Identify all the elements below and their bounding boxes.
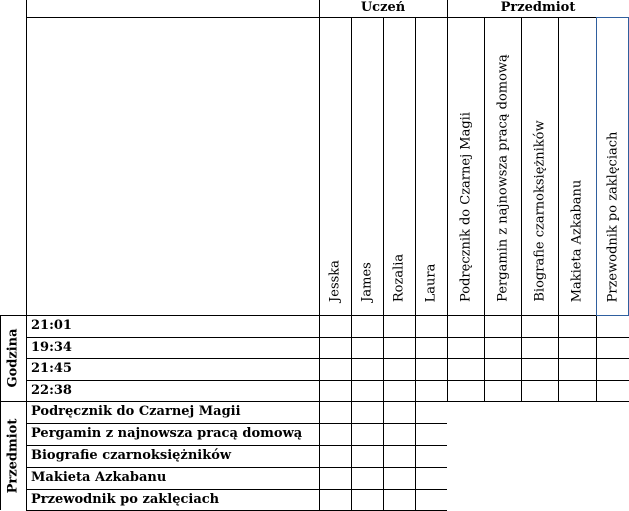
grid-cell[interactable] [384, 402, 415, 423]
grid-cell[interactable] [485, 359, 521, 380]
grid-cell[interactable] [384, 424, 415, 445]
header-underline [26, 17, 629, 18]
grid-cell[interactable] [320, 359, 351, 380]
grid-cell[interactable] [416, 316, 447, 337]
col-header-student: Jesska [327, 260, 343, 302]
grid-cell[interactable] [352, 381, 383, 401]
row-label-subject: Makieta Azkabanu [31, 470, 167, 485]
grid-cell[interactable] [485, 381, 521, 401]
grid-cell[interactable] [559, 381, 596, 401]
grid-cell[interactable] [384, 381, 415, 401]
grid-cell[interactable] [352, 446, 383, 467]
row-label-subject: Pergamin z najnowsza pracą domową [31, 426, 303, 441]
grid-cell[interactable] [597, 338, 629, 358]
grid-cell[interactable] [597, 316, 629, 337]
grid-cell[interactable] [384, 468, 415, 489]
grid-cell[interactable] [559, 359, 596, 380]
grid-cell[interactable] [352, 468, 383, 489]
grid-cell[interactable] [384, 316, 415, 337]
grid-cell[interactable] [352, 338, 383, 358]
col-header-student: Laura [423, 263, 439, 302]
grid-cell[interactable] [416, 490, 447, 510]
grid-cell[interactable] [384, 338, 415, 358]
row-label-hour: 19:34 [31, 340, 72, 355]
grid-cell[interactable] [522, 316, 558, 337]
row-label-hour: 21:45 [31, 361, 72, 376]
grid-cell[interactable] [522, 381, 558, 401]
outer-left-border [0, 315, 1, 510]
grid-cell[interactable] [320, 490, 351, 510]
side-header-subjects: Przedmiot [5, 418, 21, 494]
col-header-subject: Biografie czarnoksiężników [532, 120, 547, 302]
grid-cell[interactable] [416, 381, 447, 401]
grid-cell[interactable] [320, 446, 351, 467]
grid-cell[interactable] [448, 359, 484, 380]
grid-cell[interactable] [448, 338, 484, 358]
col-header-subject: Przewodnik po zaklęciach [605, 131, 620, 302]
grid-cell[interactable] [416, 402, 447, 423]
header-col-line [319, 0, 320, 17]
grid-cell[interactable] [352, 424, 383, 445]
grid-cell[interactable] [448, 316, 484, 337]
grid-cell[interactable] [485, 338, 521, 358]
grid-cell[interactable] [320, 402, 351, 423]
grid-cell[interactable] [597, 381, 629, 401]
grid-cell[interactable] [522, 338, 558, 358]
header-col-line [447, 0, 448, 17]
header-students: Uczeń [360, 0, 406, 15]
row-label-subject: Biografie czarnoksiężników [31, 448, 232, 463]
left-label-border [26, 0, 27, 510]
grid-cell[interactable] [352, 490, 383, 510]
grid-cell[interactable] [485, 316, 521, 337]
grid-cell[interactable] [384, 359, 415, 380]
grid-cell[interactable] [416, 468, 447, 489]
grid-cell[interactable] [559, 338, 596, 358]
grid-cell[interactable] [352, 402, 383, 423]
col-header-subject: Pergamin z najnowsza pracą domową [495, 54, 510, 302]
grid-cell[interactable] [352, 359, 383, 380]
grid-cell[interactable] [320, 424, 351, 445]
grid-cell[interactable] [416, 424, 447, 445]
col-header-subject: Makieta Azkabanu [569, 179, 585, 302]
row-label-hour: 22:38 [31, 383, 72, 398]
side-header-hours: Godzina [5, 328, 21, 388]
grid-cell[interactable] [352, 316, 383, 337]
grid-cell[interactable] [416, 338, 447, 358]
col-header-subject: Podręcznik do Czarnej Magii [458, 112, 473, 302]
grid-cell[interactable] [597, 359, 629, 380]
grid-cell[interactable] [522, 359, 558, 380]
grid-cell[interactable] [416, 446, 447, 467]
row-label-subject: Przewodnik po zaklęciach [31, 492, 220, 507]
grid-cell[interactable] [384, 490, 415, 510]
col-header-student: James [359, 262, 375, 302]
grid-cell[interactable] [559, 316, 596, 337]
grid-cell[interactable] [320, 316, 351, 337]
header-subjects: Przedmiot [500, 0, 576, 15]
grid-cell[interactable] [448, 381, 484, 401]
grid-cell[interactable] [416, 359, 447, 380]
grid-cell[interactable] [320, 381, 351, 401]
grid-cell[interactable] [320, 468, 351, 489]
row-label-subject: Podręcznik do Czarnej Magii [31, 404, 241, 419]
grid-cell[interactable] [320, 338, 351, 358]
col-header-student: Rozalia [391, 253, 407, 302]
grid-cell[interactable] [384, 446, 415, 467]
row-label-hour: 21:01 [31, 318, 72, 333]
